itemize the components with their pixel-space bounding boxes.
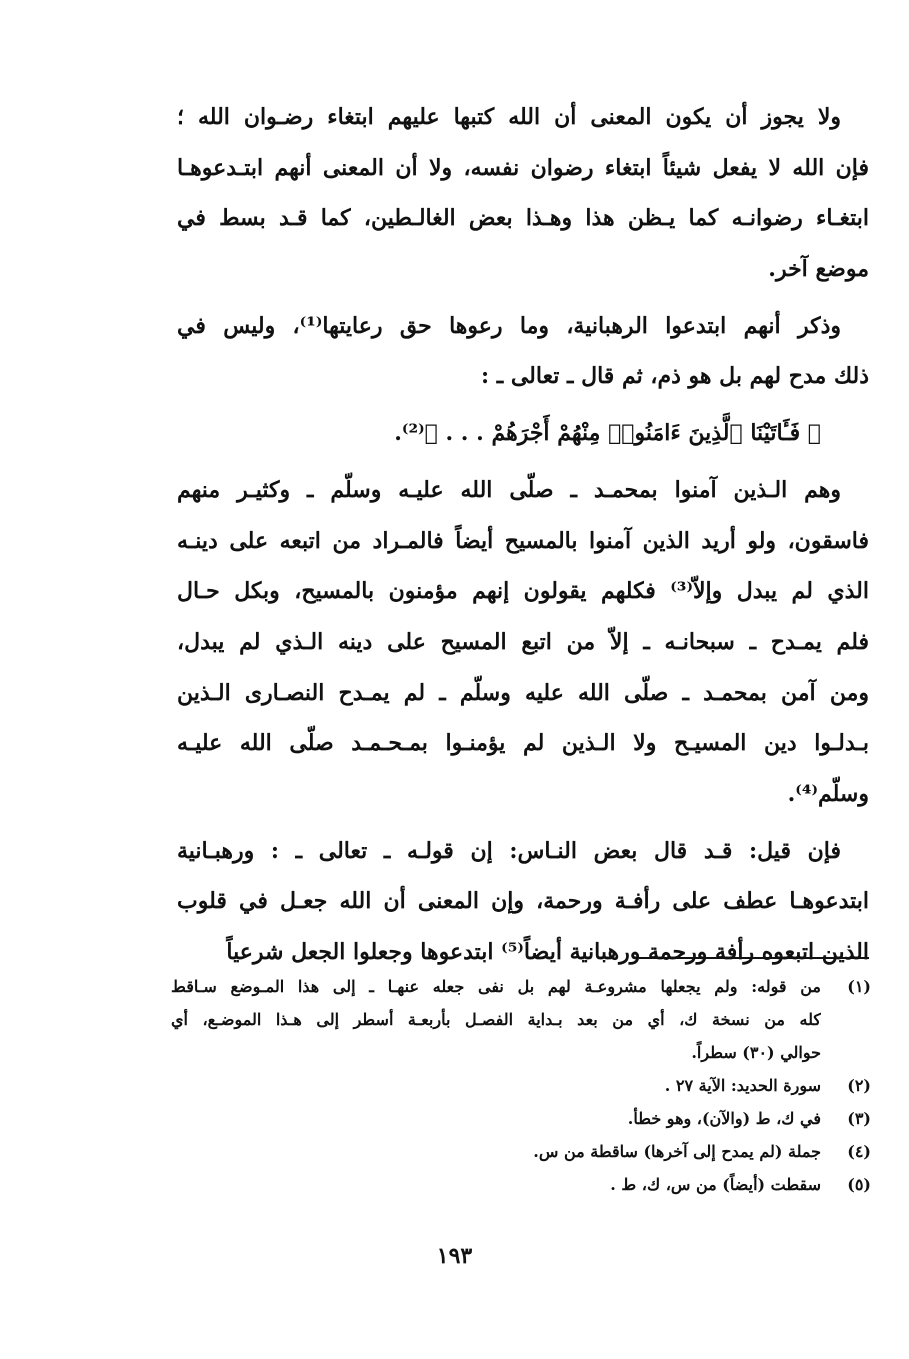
text-line: ذلك مدح لهم بل هو ذم، ثم قال ـ تعالى ـ : bbox=[480, 363, 869, 390]
footnote-text: حوالي (٣٠) سطراً. bbox=[691, 1043, 821, 1062]
text-line: ابتدعوهـا عطف على رأفـة ورحمة، وإن المعنى أن الله جعـل في قلوب bbox=[177, 888, 869, 915]
footnote-separator bbox=[639, 957, 869, 959]
text-line: فإن الله لا يفعل شيئاً ابتغاء رضوان نفسه، ولا أن المعنى أنهم ابتـدعوهـا bbox=[177, 154, 869, 181]
footnote bbox=[171, 1168, 871, 1201]
text-line: ومن آمن بمحمـد ـ صلّى الله عليه وسلّم ـ لم يمـدح النصـارى الـذين bbox=[177, 679, 869, 706]
paragraph bbox=[177, 465, 869, 820]
footnote bbox=[171, 970, 871, 1069]
page-number: ١٩٣ bbox=[436, 1243, 473, 1269]
text-line: ولا يجوز أن يكون المعنى أن الله كتبها عليهم ابتغاء رضـوان الله ؛ bbox=[177, 104, 841, 130]
footnote-number: (٢) bbox=[847, 1076, 871, 1095]
footnote-number: (٣) bbox=[847, 1109, 871, 1128]
paragraph bbox=[177, 826, 869, 978]
main-text bbox=[177, 92, 869, 984]
footnote bbox=[171, 1102, 871, 1135]
footnote bbox=[171, 1135, 871, 1168]
paragraph bbox=[177, 408, 869, 459]
text-line: فإن قيل: قـد قال بعض النـاس: إن قولـه ـ تعالى ـ : ورهبـانية bbox=[177, 837, 841, 864]
text-line: بـدلـوا دين المسيـح ولا الـذين لم يؤمنـوا بمـحـمـد صلّى الله عليـه bbox=[177, 730, 869, 757]
text-line: ابتغـاء رضوانـه كما يـظن هذا وهـذا بعض الغالـطين، كما قـد بسط في bbox=[177, 205, 869, 232]
footnote-text: من قوله: ولم يجعلها مشروعـة لهم بل نفى جعله عنهـا ـ إلى هذا المـوضع سـاقط bbox=[171, 977, 821, 996]
footnote-number: (٥) bbox=[847, 1175, 871, 1194]
text-line: الذي لم يبدل وإلاّ⁽³⁾ فكلهم يقولون إنهم مؤمنون بالمسيح، وبكل حـال bbox=[177, 578, 869, 605]
paragraph bbox=[177, 92, 869, 295]
quran-verse-line: ﴿ فَـَٔاتَيْنَا ٱلَّذِينَ ءَامَنُوا۟ مِنْهُمْ أَجْرَهُمْ . . . ﴾⁽²⁾. bbox=[394, 420, 821, 447]
footnote-text: جملة (لم يمدح إلى آخرها) ساقطة من س. bbox=[533, 1142, 821, 1161]
footnote-number: (٤) bbox=[847, 1142, 871, 1161]
footnote bbox=[171, 1069, 871, 1102]
footnotes bbox=[171, 970, 871, 1201]
text-line: وهم الـذين آمنوا بمحمـد ـ صلّى الله عليـه وسلّم ـ وكثيـر منهم bbox=[177, 476, 841, 503]
text-line: فاسقون، ولو أريد الذين آمنوا بالمسيح أيضاً فالمـراد من اتبعه على دينـه bbox=[177, 527, 869, 554]
text-line: الذين اتبعوه رأفة ورحمة ورهبانية أيضاً⁽⁵⁾ ابتدعوها وجعلوا الجعل شرعياً bbox=[226, 939, 869, 965]
footnote-text: سقطت (أيضاً) من س، ك، ط . bbox=[610, 1175, 821, 1194]
footnote-text: في ك، ط (والآن)، وهو خطأ. bbox=[627, 1109, 821, 1128]
paragraph bbox=[177, 301, 869, 402]
text-line: وذكر أنهم ابتدعوا الرهبانية، وما رعوها حق رعايتها⁽¹⁾، وليس في bbox=[177, 312, 841, 339]
footnote-number: (١) bbox=[847, 977, 871, 996]
footnote-text: سورة الحديد: الآية ٢٧ . bbox=[664, 1076, 821, 1095]
text-line: موضع آخر. bbox=[768, 256, 869, 283]
text-line: وسلّم⁽⁴⁾. bbox=[787, 780, 869, 807]
text-line: فلم يمـدح ـ سبحانـه ـ إلاّ من اتبع المسيح على دينه الـذي لم يبدل، bbox=[177, 628, 869, 655]
footnote-text: كله من نسخة ك، أي من بعد بـداية الفصـل بأربعـة أسطر إلى هـذا الموضـع، أي bbox=[171, 1010, 821, 1029]
